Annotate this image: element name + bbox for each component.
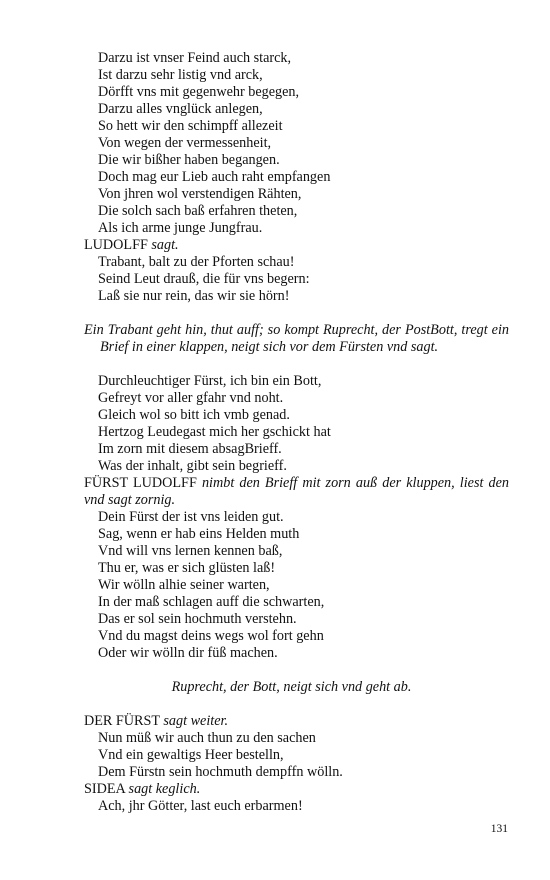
verse-line: Die wir bißher haben begangen. xyxy=(98,152,280,168)
verse-line: In der maß schlagen auff die schwarten, xyxy=(98,594,325,610)
speaker-name: LUDOLFF xyxy=(84,237,148,253)
verse-line: Hertzog Leudegast mich her gschickt hat xyxy=(98,424,331,440)
verse-line: Vnd will vns lernen kennen baß, xyxy=(98,543,283,559)
verse-line: Trabant, balt zu der Pforten schau! xyxy=(98,254,295,270)
speaker-name: SIDEA xyxy=(84,781,125,797)
verse-line: Als ich arme junge Jungfrau. xyxy=(98,220,263,236)
spacer xyxy=(84,356,509,373)
verse-line: Seind Leut drauß, die für vns begern: xyxy=(98,271,310,287)
verse-line: Doch mag eur Lieb auch raht empfangen xyxy=(98,169,331,185)
verse-line: Durchleuchtiger Fürst, ich bin ein Bott, xyxy=(98,373,322,389)
verse-line: Von wegen der vermessenheit, xyxy=(98,135,272,151)
spacer xyxy=(84,305,509,322)
stage-direction-centered: Ruprecht, der Bott, neigt sich vnd geht ab. xyxy=(171,679,412,695)
speaker-name: FÜRST LUDOLFF xyxy=(84,475,197,491)
spacer xyxy=(84,662,509,679)
play-text xyxy=(84,50,509,815)
speaker-heading xyxy=(84,475,509,509)
stage-direction: Ein Trabant geht hin, thut auff; so kompt Ruprecht, der PostBott, tregt ein Brief in einer klappen, neigt sich vor dem Fürsten vnd sagt. xyxy=(84,322,509,355)
verse-line: Darzu alles vnglück anlegen, xyxy=(98,101,263,117)
verse-line: Vnd du magst deins wegs wol fort gehn xyxy=(98,628,324,644)
verse-line: Nun müß wir auch thun zu den sachen xyxy=(98,730,316,746)
verse-line: Wir wölln alhie seiner warten, xyxy=(98,577,270,593)
verse-line: Ist darzu sehr listig vnd arck, xyxy=(98,67,263,83)
verse-line: Vnd ein gewaltigs Heer bestelln, xyxy=(98,747,284,763)
verse-line: So hett wir den schimpff allezeit xyxy=(98,118,283,134)
speaker-name: DER FÜRST xyxy=(84,713,160,729)
verse-line: Thu er, was er sich glüsten laß! xyxy=(98,560,276,576)
verse-line: Dem Fürstn sein hochmuth dempffn wölln. xyxy=(98,764,343,780)
verse-line: Darzu ist vnser Feind auch starck, xyxy=(98,50,292,66)
verse-line: Was der inhalt, gibt sein begrieff. xyxy=(98,458,287,474)
verse-line: Gefreyt vor aller gfahr vnd noht. xyxy=(98,390,284,406)
speaker-direction: sagt. xyxy=(151,237,179,253)
spacer xyxy=(84,696,509,713)
verse-line: Von jhren wol verstendigen Rähten, xyxy=(98,186,302,202)
verse-line: Die solch sach baß erfahren theten, xyxy=(98,203,298,219)
verse-line: Im zorn mit diesem absagBrieff. xyxy=(98,441,282,457)
verse-line: Gleich wol so bitt ich vmb genad. xyxy=(98,407,290,423)
verse-line: Laß sie nur rein, das wir sie hörn! xyxy=(98,288,290,304)
verse-line: Das er sol sein hochmuth verstehn. xyxy=(98,611,297,627)
speaker-heading xyxy=(84,781,509,798)
speaker-direction: sagt keglich. xyxy=(128,781,201,797)
speaker-direction: sagt weiter. xyxy=(163,713,229,729)
page-number: 131 xyxy=(490,823,508,835)
verse-line: Oder wir wölln dir füß machen. xyxy=(98,645,278,661)
speaker-heading xyxy=(84,713,509,730)
verse-line: Ach, jhr Götter, last euch erbarmen! xyxy=(98,798,303,814)
speaker-heading xyxy=(84,237,509,254)
verse-line: Dein Fürst der ist vns leiden gut. xyxy=(98,509,284,525)
verse-line: Dörfft vns mit gegenwehr begegen, xyxy=(98,84,300,100)
speaker-direction: nimbt den Brieff mit zorn auß der kluppen, liest den vnd sagt zornig. xyxy=(84,475,510,508)
verse-line: Sag, wenn er hab eins Helden muth xyxy=(98,526,300,542)
